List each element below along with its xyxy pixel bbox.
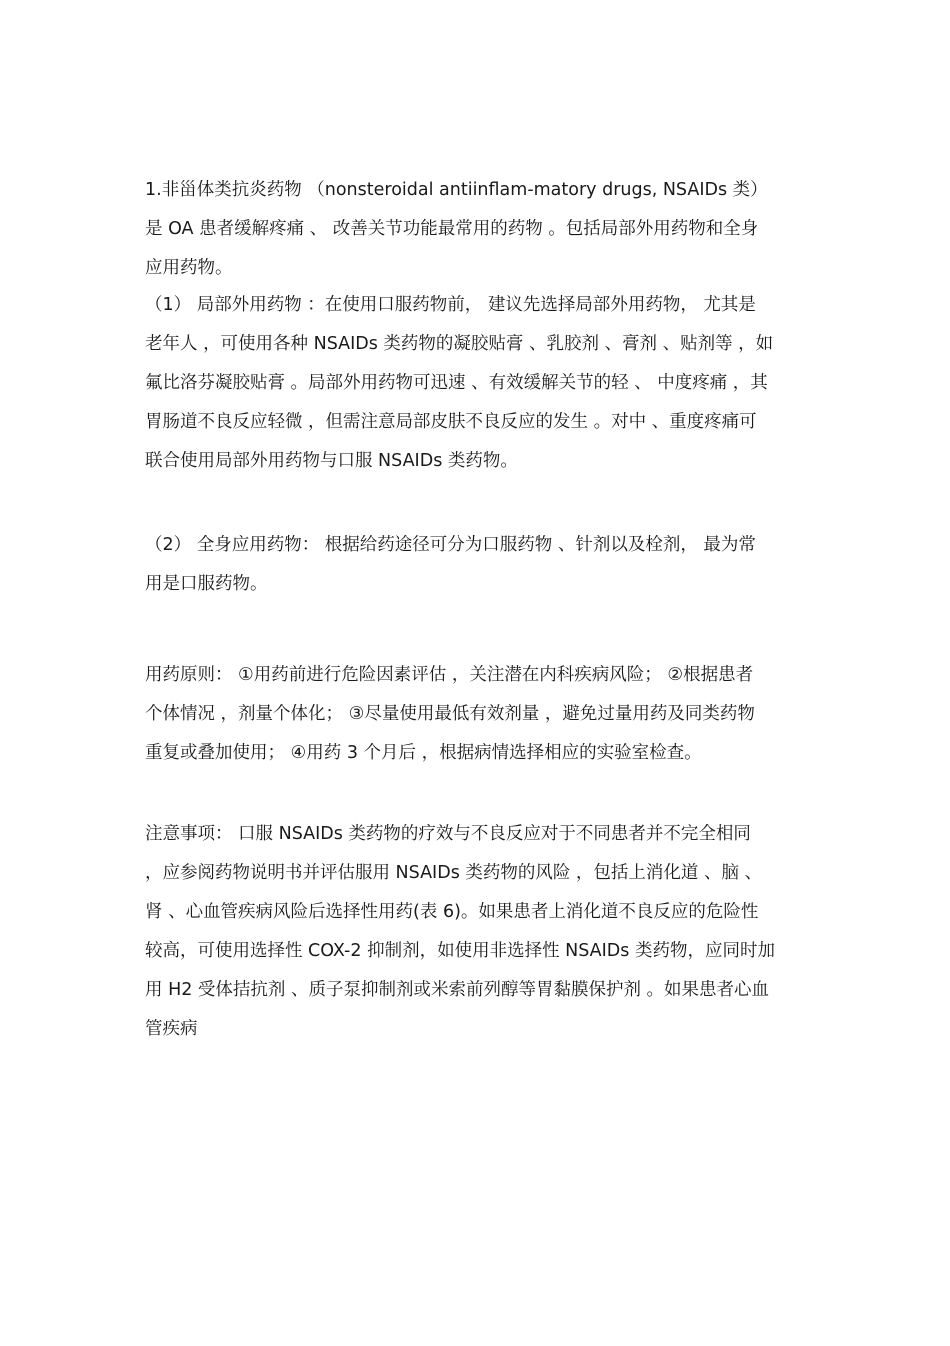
paragraph-nsaids-intro — [145, 171, 817, 288]
text-line: 个体情况 ，剂量个体化； ③尽量使用最低有效剂量 ，避免过量用药及同类药物 — [145, 704, 755, 724]
text-line: 用是口服药物。 — [145, 574, 268, 594]
text-line: 应用药物。 — [145, 258, 233, 278]
text-line: 注意事项： 口服 NSAIDs 类药物的疗效与不良反应对于不同患者并不完全相同 — [145, 824, 751, 844]
paragraph-systemic-drugs — [145, 526, 817, 604]
text-line: 较高，可使用选择性 COX-2 抑制剂，如使用非选择性 NSAIDs 类药物，应同时加 — [145, 941, 775, 961]
paragraph-medication-principles — [145, 656, 817, 773]
text-line: 氟比洛芬凝胶贴膏 。局部外用药物可迅速 、有效缓解关节的轻 、 中度疼痛 ，其 — [145, 373, 768, 393]
text-line: 胃肠道不良反应轻微 ，但需注意局部皮肤不良反应的发生 。对中 、重度疼痛可 — [145, 412, 757, 432]
text-line: （2） 全身应用药物： 根据给药途径可分为口服药物 、针剂以及栓剂， 最为常 — [145, 535, 756, 555]
text-line: 1.非甾体类抗炎药物 （nonsteroidal antiinflam-matory drugs, NSAIDs 类） — [145, 180, 768, 200]
text-line: 老年人 ，可使用各种 NSAIDs 类药物的凝胶贴膏 、乳胶剂 、膏剂 、贴剂等 ，如 — [145, 334, 774, 354]
text-line: 管疾病 — [145, 1019, 198, 1039]
paragraph-topical-drugs — [145, 286, 817, 481]
text-line: 重复或叠加使用； ④用药 3 个月后 ，根据病情选择相应的实验室检查。 — [145, 743, 702, 763]
text-line: 是 OA 患者缓解疼痛 、 改善关节功能最常用的药物 。包括局部外用药物和全身 — [145, 219, 759, 239]
text-line: 联合使用局部外用药物与口服 NSAIDs 类药物。 — [145, 451, 518, 471]
text-line: （1） 局部外用药物 ：在使用口服药物前， 建议先选择局部外用药物， 尤其是 — [145, 295, 756, 315]
text-line: 肾 、心血管疾病风险后选择性用药(表 6)。如果患者上消化道不良反应的危险性 — [145, 902, 759, 922]
text-line: 用药原则： ①用药前进行危险因素评估 ，关注潜在内科疾病风险； ②根据患者 — [145, 665, 754, 685]
text-line: 用 H2 受体拮抗剂 、质子泵抑制剂或米索前列醇等胃黏膜保护剂 。如果患者心血 — [145, 980, 770, 1000]
text-line: ，应参阅药物说明书并评估服用 NSAIDs 类药物的风险 ，包括上消化道 、脑 、 — [145, 863, 763, 883]
paragraph-precautions — [145, 815, 817, 1049]
